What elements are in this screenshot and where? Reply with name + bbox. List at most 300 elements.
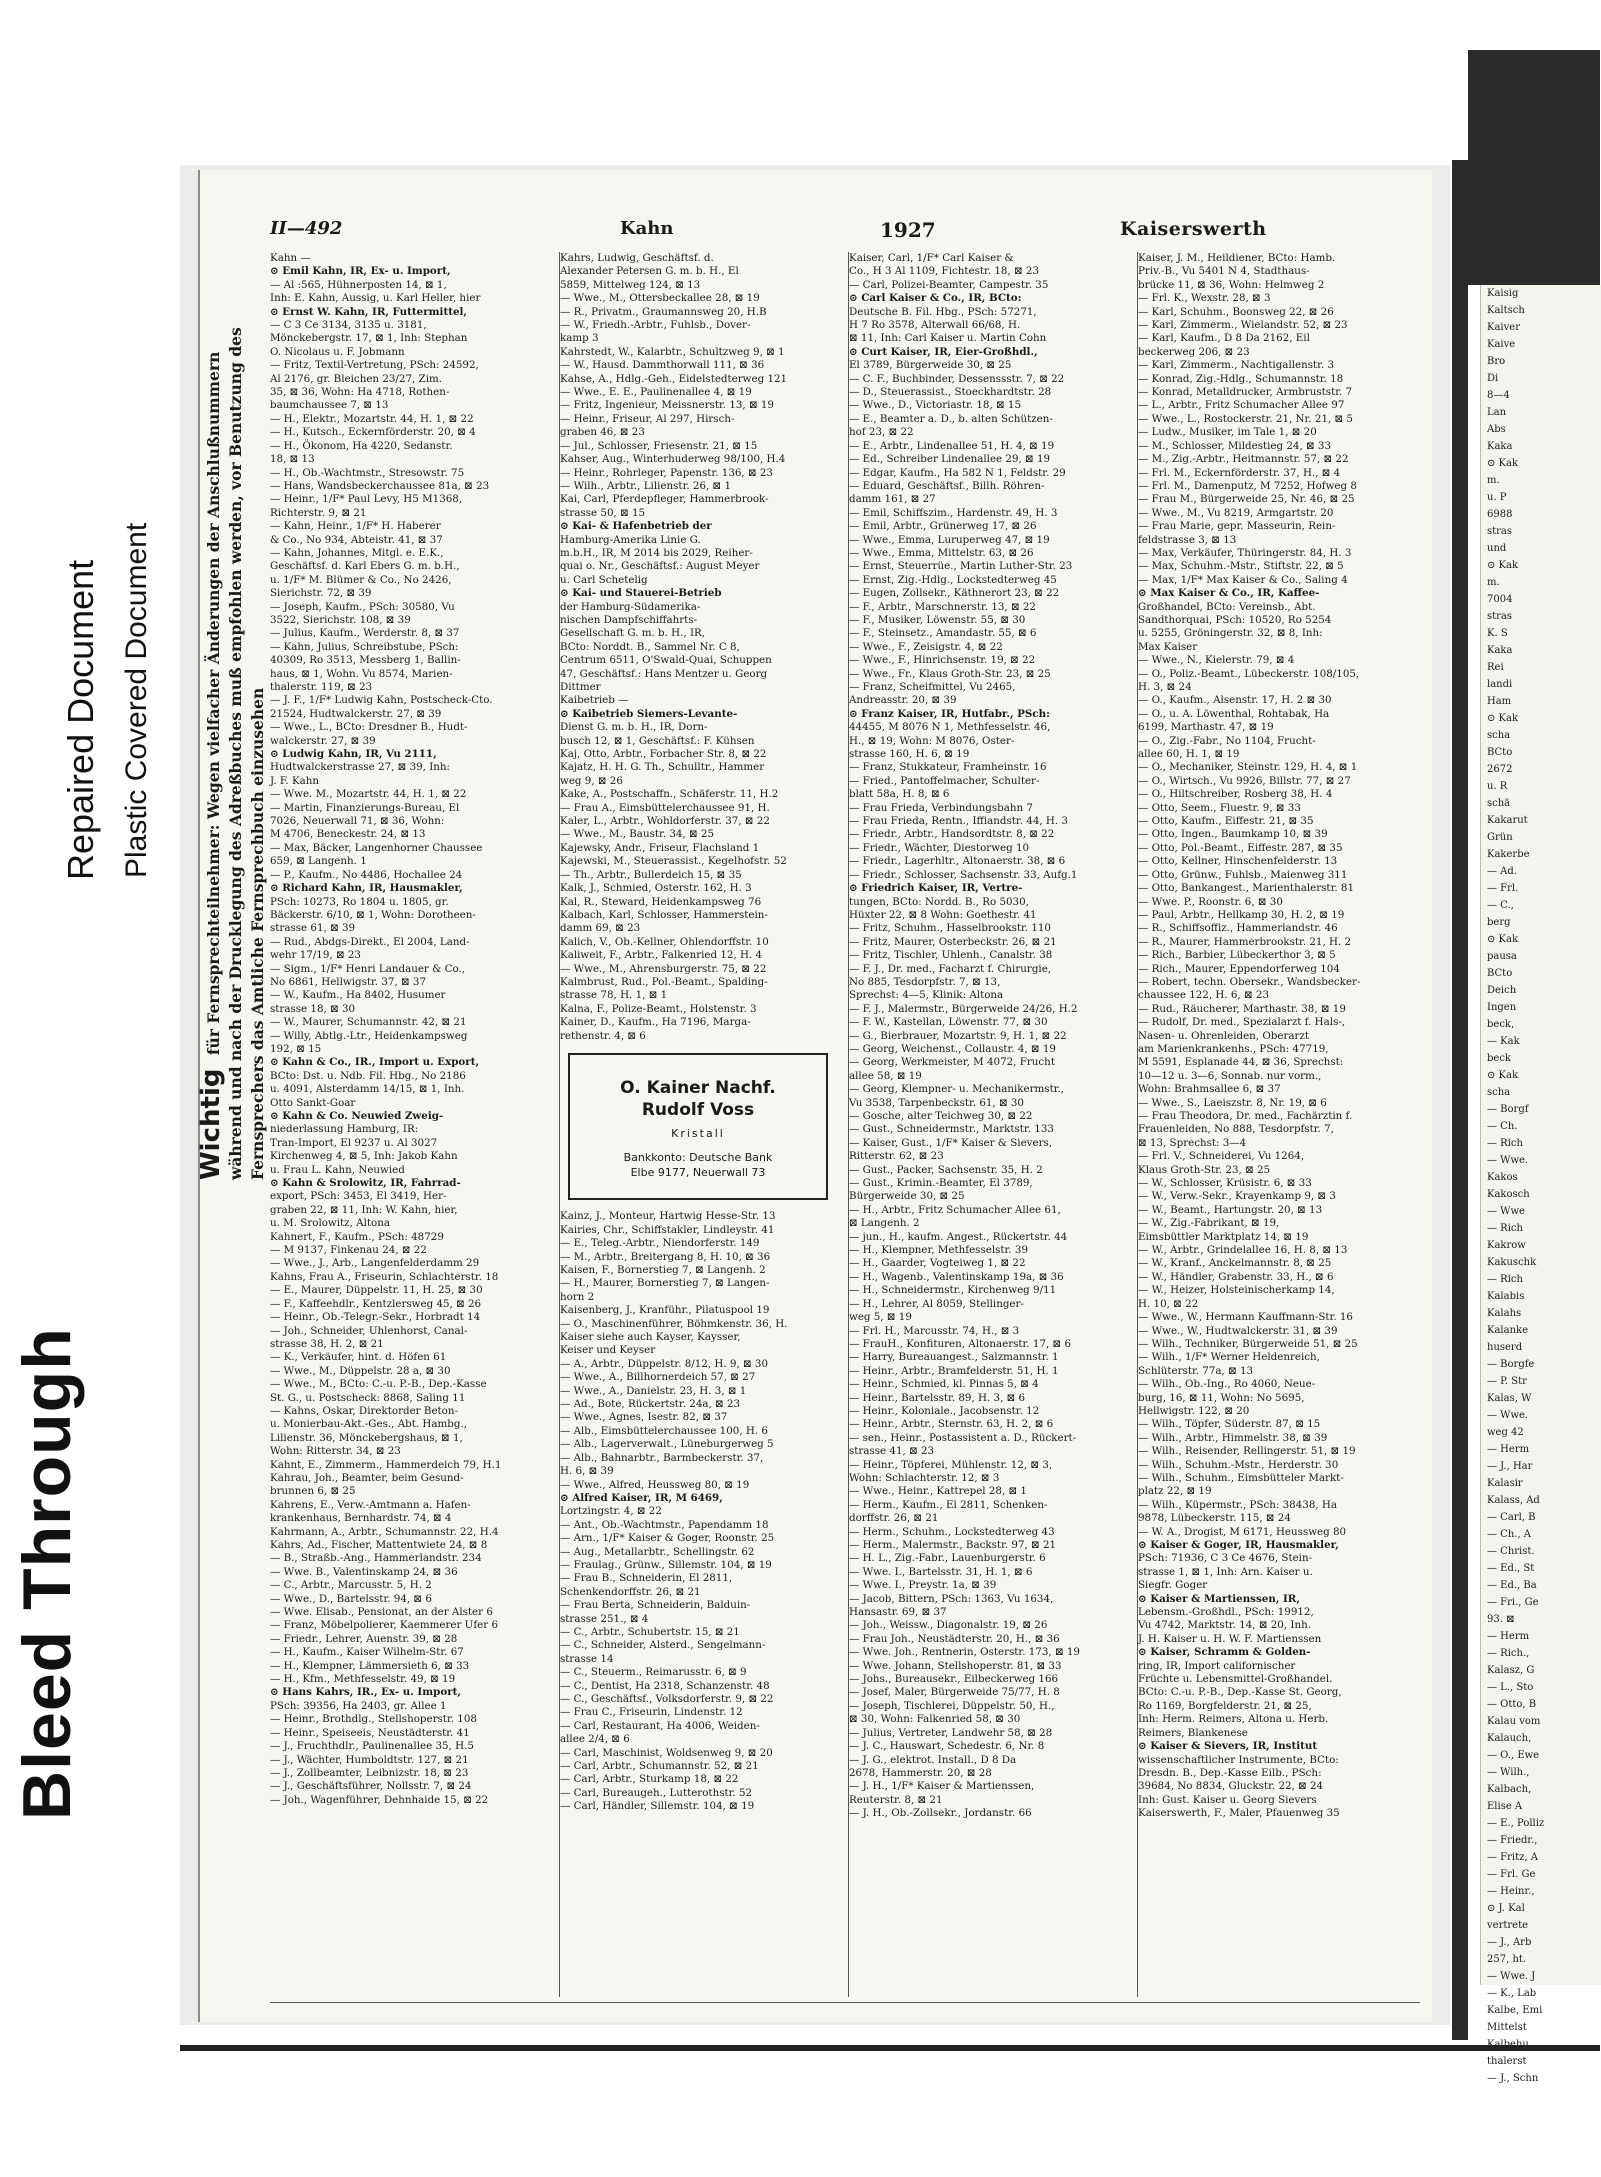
- directory-entry-line: Lilienstr. 36, Mönckebergshaus, ⊠ 1,: [270, 1431, 463, 1444]
- directory-entry-line: — Alb., Bahnarbtr., Barmbeckerstr. 37,: [560, 1451, 764, 1464]
- directory-entry-line: — Rudolf, Dr. med., Spezialarzt f. Hals-,: [1138, 1016, 1346, 1029]
- directory-entry-line: — O., Maschinenführer, Böhmkenstr. 36, H.: [560, 1317, 788, 1330]
- directory-entry-line: strasse 78, H. 1, ⊠ 1: [560, 989, 668, 1002]
- directory-entry-line: Wohn: Brahmsallee 6, ⊠ 37: [1138, 1083, 1281, 1096]
- directory-entry-line: H 7 Ro 3578, Alterwall 66/68, H.: [849, 319, 1021, 332]
- directory-entry-line: — R., Maurer, Hammerbrookstr. 21, H. 2: [1138, 935, 1352, 948]
- directory-entry-line: Kahse, A., Hdlg.-Geh., Eidelstedterweg 121: [560, 372, 788, 385]
- directory-entry-line: Kalmbrust, Rud., Pol.-Beamt., Spalding-: [560, 975, 768, 988]
- directory-entry-line: — J. C., Hauswart, Schedestr. 6, Nr. 8: [849, 1740, 1045, 1753]
- directory-entry-line: — J. G., elektrot. Install., D 8 Da: [849, 1753, 1017, 1766]
- directory-entry-line: Dienst G. m. b. H., IR, Dorn-: [560, 721, 708, 734]
- directory-entry-line: — Alb., Eimsbüttelerchaussee 100, H. 6: [560, 1424, 768, 1437]
- directory-entry-line: — E., Arbtr., Lindenallee 51, H. 4, ⊠ 19: [849, 439, 1055, 452]
- directory-entry-line: — Heinr.,: [1487, 1886, 1535, 1897]
- directory-entry-line: krankenhaus, Bernhardstr. 74, ⊠ 4: [270, 1512, 452, 1525]
- directory-entry-line: — H., Kutsch., Eckernförderstr. 20, ⊠ 4: [270, 426, 476, 439]
- directory-entry-line: strasse 41, ⊠ 23: [849, 1445, 935, 1458]
- directory-entry-line: — G., Bierbrauer, Mozartstr. 9, H. 1, ⊠ 22: [849, 1029, 1067, 1042]
- directory-entry-line: — C., Arbtr., Marcusstr. 5, H. 2: [270, 1579, 432, 1592]
- directory-entry-line: — C.,: [1487, 900, 1514, 911]
- directory-entry-line: — Ch., A: [1487, 1529, 1532, 1540]
- directory-entry-line: — Eduard, Geschäftsf., Billh. Röhren-: [849, 479, 1045, 492]
- directory-entry-line: BCto: Norddt. B., Sammel Nr. C 8,: [560, 640, 740, 653]
- directory-entry-line: Kaibetrieb —: [560, 694, 629, 707]
- directory-entry-line: — Herm., Kaufm., El 2811, Schenken-: [849, 1498, 1048, 1511]
- directory-entry-line: — Heinr., Schmied, kl. Pinnas 5, ⊠ 4: [849, 1378, 1039, 1391]
- directory-entry-line: ⊙ Kai- & Hafenbetrieb der: [560, 520, 712, 533]
- directory-entry-line: brunnen 6, ⊠ 25: [270, 1485, 356, 1498]
- directory-entry-line: Tran-Import, El 9237 u. Al 3027: [270, 1136, 438, 1149]
- directory-entry-line: Hudtwalckerstrasse 27, ⊠ 39, Inh:: [270, 761, 451, 774]
- directory-entry-line: — W., Maurer, Schumannstr. 42, ⊠ 21: [270, 1016, 467, 1029]
- directory-entry-line: stras: [1487, 611, 1513, 622]
- directory-entry-line: Kake, A., Postschaffn., Schäferstr. 11, H.2: [560, 788, 779, 801]
- directory-entry-line: — Arn., 1/F* Kaiser & Goger, Roonstr. 25: [560, 1532, 775, 1545]
- directory-entry-line: — Wwe. I., Preystr. 1a, ⊠ 39: [849, 1579, 997, 1592]
- directory-entry-line: — W., Arbtr., Grindelallee 16, H. 8, ⊠ 13: [1138, 1244, 1348, 1257]
- directory-entry-line: Dresdn. B., Dep.-Kasse Eilb., PSch:: [1138, 1766, 1322, 1779]
- directory-entry-line: Siegfr. Goger: [1138, 1579, 1208, 1592]
- directory-entry-line: Kaka: [1487, 645, 1513, 656]
- directory-entry-line: 3522, Sierichstr. 108, ⊠ 39: [270, 613, 411, 626]
- directory-entry-line: 10—12 u. 3—6, Sonnab. nur vorm.,: [1138, 1069, 1322, 1082]
- directory-entry-line: beck,: [1487, 1019, 1515, 1030]
- directory-entry-line: Kalich, V., Ob.-Kellner, Ohlendorffstr. 10: [560, 935, 769, 948]
- column-1: [270, 252, 546, 1997]
- directory-entry-line: am Marienkrankenhs., PSch: 47719,: [1138, 1042, 1329, 1055]
- directory-entry-line: — Franz, Möbelpolierer, Kaemmerer Ufer 6: [270, 1619, 499, 1632]
- directory-entry-line: — Wilh., Schuhm., Eimsbütteler Markt-: [1138, 1471, 1344, 1484]
- directory-entry-line: 47, Geschäftsf.: Hans Mentzer u. Georg: [560, 667, 768, 680]
- directory-entry-line: Alexander Petersen G. m. b. H., El: [560, 265, 739, 278]
- directory-entry-line: allee 58, ⊠ 19: [849, 1069, 922, 1082]
- directory-entry-line: — O., Wirtsch., Vu 9926, Billstr. 77, ⊠ 27: [1138, 774, 1351, 787]
- notice-headword: Wichtig: [196, 1068, 226, 1180]
- directory-entry-line: — Carl, Arbtr., Schumannstr. 52, ⊠ 21: [560, 1760, 759, 1773]
- bleed-through-label: Bleed Through: [9, 1327, 85, 1820]
- directory-entry-line: Kalau vom: [1487, 1716, 1541, 1727]
- directory-entry-line: 6199, Marthastr. 47, ⊠ 19: [1138, 721, 1274, 734]
- directory-entry-line: — Herm: [1487, 1631, 1530, 1642]
- directory-entry-line: — Friedr., Arbtr., Handsordtstr. 8, ⊠ 22: [849, 828, 1055, 841]
- directory-entry-line: — Ed., Schreiber Lindenallee 29, ⊠ 19: [849, 453, 1051, 466]
- directory-entry-line: Frauenleiden, No 888, Tesdorpfstr. 7,: [1138, 1123, 1334, 1136]
- directory-entry-line: ⊙ Max Kaiser & Co., IR, Kaffee-: [1138, 587, 1320, 600]
- directory-entry-line: Inh: Herm. Reimers, Altona u. Herb.: [1138, 1713, 1329, 1726]
- directory-entry-line: strasse 160, H. 6, ⊠ 19: [849, 748, 970, 761]
- directory-entry-line: — H., Ökonom, Ha 4220, Sedanstr.: [270, 439, 453, 452]
- directory-entry-line: Kalabis: [1487, 1291, 1525, 1302]
- directory-entry-line: u. 5255, Gröningerstr. 32, ⊠ 8, Inh:: [1138, 627, 1323, 640]
- directory-entry-line: Kaka: [1487, 441, 1513, 452]
- directory-entry-line: — Otto, Seem., Fluestr. 9, ⊠ 33: [1138, 801, 1301, 814]
- directory-entry-line: ⊙ Alfred Kaiser, IR, M 6469,: [560, 1491, 723, 1504]
- directory-entry-line: — Fried., Pantoffelmacher, Schulter-: [849, 774, 1040, 787]
- directory-entry-line: tungen, BCto: Nordd. B., Ro 5030,: [849, 895, 1029, 908]
- directory-entry-line: — Fri., Ge: [1487, 1597, 1539, 1608]
- directory-entry-line: Lan: [1487, 407, 1507, 418]
- directory-entry-line: No 6861, Hellwigstr. 37, ⊠ 37: [270, 975, 427, 988]
- directory-entry-line: — Aug., Metallarbtr., Schellingstr. 62: [560, 1545, 755, 1558]
- directory-entry-line: — A., Arbtr., Düppelstr. 8/12, H. 9, ⊠ 30: [560, 1357, 769, 1370]
- directory-entry-line: — Borgfe: [1487, 1359, 1535, 1370]
- directory-entry-line: blatt 58a, H. 8, ⊠ 6: [849, 788, 950, 801]
- directory-entry-line: ⊙ Kahn & Srolowitz, IR, Fahrrad-: [270, 1177, 461, 1190]
- directory-entry-line: — Carl, Händler, Sillemstr. 104, ⊠ 19: [560, 1800, 755, 1813]
- directory-entry-line: — Rich.,: [1487, 1648, 1530, 1659]
- directory-entry-line: — Otto, Kaufm., Eiffestr. 21, ⊠ 35: [1138, 815, 1314, 828]
- directory-entry-line: Kahrstedt, W., Kalarbtr., Schultzweg 9, ⊠ 1: [560, 345, 785, 358]
- directory-entry-line: ⊙ Kaibetrieb Siemers-Levante-: [560, 707, 738, 720]
- directory-entry-line: haus, ⊠ 1, Wohn. Vu 8574, Marien-: [270, 667, 453, 680]
- directory-entry-line: der Hamburg-Südamerika-: [560, 600, 701, 613]
- directory-entry-line: — Otto, Pol.-Beamt., Eiffestr. 287, ⊠ 35: [1138, 841, 1343, 854]
- directory-entry-line: — Wilh., Reisender, Rellingerstr. 51, ⊠ 19: [1138, 1445, 1356, 1458]
- directory-entry-line: scha: [1487, 730, 1511, 741]
- directory-entry-line: — M., Zig.-Arbtr., Heitmannstr. 57, ⊠ 22: [1138, 453, 1349, 466]
- directory-entry-line: Kaisig: [1487, 288, 1519, 299]
- directory-entry-line: — Al :565, Hühnerposten 14, ⊠ 1,: [270, 278, 447, 291]
- column-2: [559, 252, 836, 1997]
- directory-entry-line: landi: [1487, 679, 1513, 690]
- directory-entry-line: beck: [1487, 1053, 1511, 1064]
- directory-entry-line: — Heinr., Koloniale., Jacobsenstr. 12: [849, 1404, 1040, 1417]
- directory-entry-line: — E., Maurer, Düppelstr. 11, H. 25, ⊠ 30: [270, 1284, 483, 1297]
- directory-entry-line: allee 60, H. 1, ⊠ 19: [1138, 748, 1240, 761]
- directory-entry-line: Ham: [1487, 696, 1512, 707]
- directory-entry-line: Wohn: Schlachterstr. 12, ⊠ 3: [849, 1471, 1000, 1484]
- directory-entry-line: ⊠ Langenh. 2: [849, 1217, 920, 1230]
- directory-entry-line: — O., Zig.-Fabr., No 1104, Frucht-: [1138, 734, 1316, 747]
- directory-entry-line: — Frl. M., Eckernförderstr. 37, H., ⊠ 4: [1138, 466, 1341, 479]
- scan-bottom-edge: [180, 2045, 1600, 2051]
- directory-entry-line: — Frau Berta, Schneiderin, Balduin-: [560, 1599, 751, 1612]
- directory-entry-line: — Wwe., D., Bartelsstr. 94, ⊠ 6: [270, 1592, 432, 1605]
- directory-entry-line: — Alb., Lagerverwalt., Lüneburgerweg 5: [560, 1438, 774, 1451]
- directory-entry-line: export, PSch: 3453, El 3419, Her-: [270, 1190, 447, 1203]
- directory-entry-line: ⊙ Kak: [1487, 1070, 1519, 1081]
- directory-entry-line: — Wwe., J., Arb., Langenfelderdamm 29: [270, 1257, 480, 1270]
- directory-entry-line: Sprechst: 4—5, Klinik: Altona: [849, 989, 1004, 1002]
- directory-columns: [270, 252, 1420, 1997]
- directory-entry-line: m.: [1487, 475, 1500, 486]
- directory-entry-line: — Wwe. B., Valentinskamp 24, ⊠ 36: [270, 1565, 458, 1578]
- ad-bank-line: Bankkonto: Deutsche Bank: [623, 1151, 773, 1165]
- directory-entry-line: m.: [1487, 577, 1500, 588]
- directory-entry-line: kamp 3: [560, 332, 599, 345]
- directory-entry-line: PSch: 39356, Ha 2403, gr. Allee 1: [270, 1699, 447, 1712]
- directory-entry-line: Kainz, J., Monteur, Hartwig Hesse-Str. 13: [560, 1210, 776, 1223]
- directory-entry-line: — Friedr., Lagerhltr., Altonaerstr. 38, ⊠ 6: [849, 855, 1066, 868]
- directory-entry-line: Kaliweit, F., Arbtr., Falkenried 12, H. 4: [560, 949, 763, 962]
- directory-entry-line: H. 10, ⊠ 22: [1138, 1297, 1199, 1310]
- directory-entry-line: — Joseph, Kaufm., PSch: 30580, Vu: [270, 600, 455, 613]
- dark-border-top-right: [1468, 50, 1600, 285]
- directory-entry-line: — Frl. Ge: [1487, 1869, 1536, 1880]
- directory-entry-line: Kalasz, G: [1487, 1665, 1535, 1676]
- directory-entry-line: — Wwe., S., Laeiszstr. 8, Nr. 19, ⊠ 6: [1138, 1096, 1327, 1109]
- directory-entry-line: ⊙ Kaiser, Schramm & Golden-: [1138, 1646, 1311, 1659]
- directory-entry-line: — Fraulag., Grünw., Sillemstr. 104, ⊠ 19: [560, 1558, 772, 1571]
- directory-entry-line: — Heinr., Ob.-Telegr.-Sekr., Horbradt 14: [270, 1311, 481, 1324]
- directory-entry-line: — Max, 1/F* Max Kaiser & Co., Saling 4: [1138, 573, 1348, 586]
- ad-phone-line: Elbe 9177, Neuerwall 73: [630, 1166, 766, 1180]
- directory-entry-line: — F., Kaffeehdlr., Kentzlersweg 45, ⊠ 26: [270, 1297, 482, 1310]
- directory-entry-line: u. R: [1487, 781, 1508, 792]
- column-3: [848, 252, 1125, 1997]
- directory-entry-line: Kaiser, J. M., Heildiener, BCto: Hamb.: [1138, 252, 1336, 264]
- directory-entry-line: — J., Har: [1487, 1461, 1533, 1472]
- directory-entry-line: — Karl, Zimmerm., Wielandstr. 52, ⊠ 23: [1138, 319, 1348, 332]
- directory-entry-line: — Christ.: [1487, 1546, 1535, 1557]
- directory-entry-line: — J. F., 1/F* Ludwig Kahn, Postscheck-Cto.: [270, 694, 493, 707]
- directory-entry-line: — Wwe. J: [1487, 1971, 1536, 1982]
- directory-entry-line: Kaive: [1487, 339, 1516, 350]
- directory-entry-line: huserd: [1487, 1342, 1523, 1353]
- directory-entry-line: — Heinr., Töpferei, Mühlenstr. 12, ⊠ 3,: [849, 1458, 1053, 1471]
- directory-entry-line: — Carl, B: [1487, 1512, 1536, 1523]
- directory-entry-line: walckerstr. 27, ⊠ 39: [270, 734, 376, 747]
- directory-entry-line: — Wilh., Arbtr., Lilienstr. 26, ⊠ 1: [560, 479, 732, 492]
- directory-entry-line: ⊙ Curt Kaiser, IR, Eier-Großhdl.,: [849, 345, 1038, 358]
- directory-entry-line: — W., Beamt., Hartungstr. 20, ⊠ 13: [1138, 1203, 1323, 1216]
- directory-entry-line: Lortzingstr. 4, ⊠ 22: [560, 1505, 662, 1518]
- directory-entry-line: Kahrau, Joh., Beamter, beim Gesund-: [270, 1471, 464, 1484]
- directory-entry-line: — D., Steuerassist., Stoeckhardtstr. 28: [849, 386, 1052, 399]
- directory-entry-line: — F., Musiker, Löwenstr. 55, ⊠ 30: [849, 613, 1026, 626]
- directory-entry-line: BCto: [1487, 747, 1513, 758]
- directory-entry-line: chaussee 122, H. 6, ⊠ 23: [1138, 989, 1270, 1002]
- directory-entry-line: — H., Gaarder, Vogteiweg 1, ⊠ 22: [849, 1257, 1026, 1270]
- directory-entry-line: Kalbe, Emi: [1487, 2005, 1543, 2016]
- notice-text: für Fernsprechteilnehmer: Wegen vielfacher Änderungen der Anschlußnummern während und nach der Drucklegung des Adreßbuches muß empfohlen werden, vor Benutzung des Fernsprechers das Amtliche Fernsprechbuch einzusehen: [204, 327, 267, 1180]
- directory-entry-line: ⊙ Kaiser & Sievers, IR, Institut: [1138, 1740, 1318, 1753]
- directory-entry-line: — Georg, Werkmeister, M 4072, Frucht: [849, 1056, 1055, 1069]
- directory-entry-line: Hellwigstr. 122, ⊠ 20: [1138, 1404, 1250, 1417]
- directory-entry-line: 257, ht.: [1487, 1954, 1527, 1965]
- directory-entry-line: und: [1487, 543, 1507, 554]
- directory-entry-line: Großhandel, BCto: Vereinsb., Abt.: [1138, 600, 1316, 613]
- directory-entry-line: — Wwe., E. E., Paulinenallee 4, ⊠ 19: [560, 386, 752, 399]
- directory-entry-line: — Robert, techn. Obersekr., Wandsbecker-: [1138, 975, 1361, 988]
- directory-entry-line: — Herm., Schuhm., Lockstedterweg 43: [849, 1525, 1055, 1538]
- directory-entry-line: — Friedr.,: [1487, 1835, 1538, 1846]
- directory-entry-line: Klaus Groth-Str. 23, ⊠ 25: [1138, 1163, 1271, 1176]
- directory-entry-line: — Carl, Restaurant, Ha 4006, Weiden-: [560, 1719, 760, 1732]
- directory-entry-line: Mittelst: [1487, 2022, 1527, 2033]
- directory-entry-line: Otto Sankt-Goar: [270, 1096, 356, 1109]
- directory-entry-line: Kalauch,: [1487, 1733, 1532, 1744]
- directory-entry-line: — O., Poliz.-Beamt., Lübeckerstr. 108/105,: [1138, 667, 1360, 680]
- directory-entry-line: — H. L., Zig.-Fabr., Lauenburgerstr. 6: [849, 1552, 1046, 1565]
- directory-entry-line: Kirchenweg 4, ⊠ 5, Inh: Jakob Kahn: [270, 1150, 458, 1163]
- directory-entry-line: strasse 1, ⊠ 1, Inh: Arn. Kaiser u.: [1138, 1565, 1313, 1578]
- directory-entry-line: — Konrad, Metalldrucker, Armbruststr. 7: [1138, 386, 1353, 399]
- directory-entry-line: — P. Str: [1487, 1376, 1527, 1387]
- directory-entry-line: Priv.-B., Vu 5401 N 4, Stadthaus-: [1138, 265, 1310, 278]
- directory-entry-line: — Wwe. P., Roonstr. 6, ⊠ 30: [1138, 895, 1283, 908]
- directory-entry-line: — J., Fruchthdlr., Paulinenallee 35, H.5: [270, 1740, 474, 1753]
- directory-entry-line: — Wwe., Fr., Klaus Groth-Str. 23, ⊠ 25: [849, 667, 1051, 680]
- directory-entry-line: Kalass, Ad: [1487, 1495, 1540, 1506]
- directory-entry-line: — Gust., Packer, Sachsenstr. 35, H. 2: [849, 1163, 1043, 1176]
- directory-entry-line: — Gust., Krimin.-Beamter, El 3789,: [849, 1177, 1033, 1190]
- directory-entry-line: — Rud., Abdgs-Direkt., El 2004, Land-: [270, 935, 470, 948]
- directory-entry-line: — Fritz, Textil-Vertretung, PSch: 24592,: [270, 359, 479, 372]
- directory-entry-line: — R., Privatm., Graumannsweg 20, H.B: [560, 305, 767, 318]
- column-2-upper: [560, 252, 836, 1043]
- directory-entry-line: — H., Elektr., Mozartstr. 44, H. 1, ⊠ 22: [270, 412, 474, 425]
- directory-entry-line: — Carl, Bureaugeh., Lutterothstr. 52: [560, 1786, 753, 1799]
- directory-entry-line: — Otto, Kellner, Hinschenfelderstr. 13: [1138, 855, 1338, 868]
- directory-entry-line: vertrete: [1487, 1920, 1529, 1931]
- directory-entry-line: m.b.H., IR, M 2014 bis 2029, Reiher-: [560, 546, 753, 559]
- directory-entry-line: weg 5, ⊠ 19: [849, 1311, 912, 1324]
- directory-entry-line: ⊙ Ernst W. Kahn, IR, Futtermittel,: [270, 305, 468, 318]
- directory-entry-line: ⊙ Kak: [1487, 934, 1519, 945]
- directory-entry-line: — Wilh., Arbtr., Himmelstr. 38, ⊠ 39: [1138, 1431, 1328, 1444]
- directory-entry-line: Hamburg-Amerika Linie G.: [560, 533, 701, 546]
- directory-entry-line: Di: [1487, 373, 1499, 384]
- directory-entry-line: niederlassung Hamburg, IR:: [270, 1123, 419, 1136]
- directory-entry-line: — Fritz, Maurer, Osterbeckstr. 26, ⊠ 21: [849, 935, 1057, 948]
- directory-entry-line: — F., Steinsetz., Amandastr. 55, ⊠ 6: [849, 627, 1037, 640]
- directory-entry-line: — W., Zig.-Fabrikant, ⊠ 19,: [1138, 1217, 1280, 1230]
- directory-entry-line: 2678, Hammerstr. 20, ⊠ 28: [849, 1766, 992, 1779]
- directory-entry-line: — Frl. H., Marcusstr. 74, H., ⊠ 3: [849, 1324, 1020, 1337]
- directory-entry-line: — Ernst, Zig.-Hdlg., Lockstedterweg 45: [849, 573, 1057, 586]
- directory-entry-line: — Ad., Bote, Rückertstr. 24a, ⊠ 23: [560, 1398, 741, 1411]
- directory-entry-line: — Heinr., Friseur, Al 297, Hirsch-: [560, 412, 735, 425]
- directory-entry-line: Andreasstr. 20, ⊠ 39: [849, 694, 957, 707]
- directory-entry-line: Deich: [1487, 985, 1517, 996]
- directory-entry-line: — Max, Schuhm.-Mstr., Stiftstr. 22, ⊠ 5: [1138, 560, 1344, 573]
- directory-entry-line: — Wwe., M., Vu 8219, Armgartstr. 20: [1138, 506, 1334, 519]
- directory-entry-line: — Wwe.: [1487, 1155, 1529, 1166]
- directory-entry-line: BCto: [1487, 968, 1513, 979]
- directory-entry-line: strasse 18, ⊠ 30: [270, 1002, 356, 1015]
- directory-entry-line: J. F. Kahn: [270, 774, 320, 787]
- directory-entry-line: ⊙ Friedrich Kaiser, IR, Vertre-: [849, 882, 1023, 895]
- directory-entry-line: Eimsbüttler Marktplatz 14, ⊠ 19: [1138, 1230, 1309, 1243]
- directory-entry-line: — H., Ob.-Wachtmstr., Stresowstr. 75: [270, 466, 465, 479]
- directory-entry-line: u. Carl Schetelig: [560, 573, 648, 586]
- directory-entry-line: — Franz, Stukkateur, Framheinstr. 16: [849, 761, 1047, 774]
- directory-entry-line: Kahnert, F., Kaufm., PSch: 48729: [270, 1230, 444, 1243]
- footer-rule: [270, 2002, 1420, 2003]
- directory-entry-line: Kahrs, Ad., Fischer, Mattentwiete 24, ⊠ 8: [270, 1539, 488, 1551]
- directory-entry-line: — Ch.: [1487, 1121, 1518, 1132]
- directory-entry-line: 659, ⊠ Langenh. 1: [270, 855, 367, 868]
- directory-entry-line: Mönckebergstr. 17, ⊠ 1, Inh: Stephan: [270, 332, 468, 345]
- directory-entry-line: — Wwe. Johann, Stellshoperstr. 81, ⊠ 33: [849, 1659, 1062, 1672]
- directory-entry-line: — Wwe., A., Billhornerdeich 57, ⊠ 27: [560, 1371, 756, 1384]
- directory-entry-line: — O., Ewe: [1487, 1750, 1540, 1761]
- directory-entry-line: — Wilh., Techniker, Bürgerweide 51, ⊠ 25: [1138, 1337, 1358, 1350]
- directory-entry-line: — Wwe., L., BCto: Dresdner B., Hudt-: [270, 721, 468, 734]
- directory-entry-line: — Sigm., 1/F* Henri Landauer & Co.,: [270, 962, 466, 975]
- directory-entry-line: — Wwe., F., Zeisigstr. 4, ⊠ 22: [849, 640, 1003, 653]
- ad-title-line-2: Rudolf Voss: [641, 1099, 755, 1120]
- directory-entry-line: — Rich: [1487, 1138, 1523, 1149]
- directory-entry-line: BCto: C.-u. P.-B., Dep.-Kasse St. Georg,: [1138, 1686, 1342, 1699]
- directory-entry-line: 7026, Neuerwall 71, ⊠ 36, Wohn:: [270, 815, 445, 828]
- directory-entry-line: Deutsche B. Fil. Hbg., PSch: 57271,: [849, 305, 1037, 318]
- directory-entry-line: — W., Heizer, Holsteinischerkamp 14,: [1138, 1284, 1335, 1297]
- directory-entry-line: — Frl.: [1487, 883, 1519, 894]
- directory-entry-line: feldstrasse 3, ⊠ 13: [1138, 533, 1237, 546]
- directory-entry-line: Kalahs: [1487, 1308, 1522, 1319]
- directory-entry-line: strasse 14: [560, 1652, 614, 1665]
- directory-entry-line: — Karl, Zimmerm., Nachtigallenstr. 3: [1138, 359, 1335, 372]
- directory-entry-line: rethenstr. 4, ⊠ 6: [560, 1029, 646, 1042]
- directory-entry-line: 40309, Ro 3513, Messberg 1, Ballin-: [270, 654, 461, 667]
- directory-entry-line: ⊙ Kai- und Stauerei-Betrieb: [560, 587, 722, 600]
- directory-entry-line: Kahn —: [270, 252, 311, 264]
- directory-entry-line: — Fritz, Tischler, Uhlenh., Canalstr. 38: [849, 949, 1053, 962]
- directory-entry-line: — L., Sto: [1487, 1682, 1534, 1693]
- directory-entry-line: — W., Hausd. Dammthorwall 111, ⊠ 36: [560, 359, 765, 372]
- directory-entry-line: u. P: [1487, 492, 1507, 503]
- directory-entry-line: — Frau Frieda, Rentn., Iffiandstr. 44, H. 3: [849, 815, 1068, 828]
- directory-entry-line: nischen Dampfschiffahrts-: [560, 613, 698, 626]
- directory-entry-line: brücke 11, ⊠ 36, Wohn: Helmweg 2: [1138, 278, 1325, 291]
- directory-entry-line: — Josef, Maler, Bürgerweide 75/77, H. 8: [849, 1686, 1060, 1699]
- directory-entry-line: — F. J., Dr. med., Facharzt f. Chirurgie,: [849, 962, 1052, 975]
- directory-entry-line: Bäckerstr. 6/10, ⊠ 1, Wohn: Dorotheen-: [270, 908, 476, 921]
- directory-entry-line: dorffstr. 26, ⊠ 21: [849, 1512, 939, 1525]
- advertisement-box: [568, 1053, 828, 1200]
- directory-entry-line: — C., Arbtr., Schubertstr. 15, ⊠ 21: [560, 1625, 740, 1638]
- directory-entry-line: — Wwe. Joh., Rentnerin, Osterstr. 173, ⊠ 19: [849, 1646, 1080, 1659]
- directory-entry-line: Kaler, L., Arbtr., Wohldorferstr. 37, ⊠ 22: [560, 815, 770, 828]
- directory-entry-line: wehr 17/19, ⊠ 23: [270, 949, 361, 962]
- directory-entry-line: strasse 251., ⊠ 4: [560, 1612, 649, 1625]
- directory-entry-line: — Heinr., 1/F* Paul Levy, H5 M1368,: [270, 493, 463, 506]
- directory-entry-line: strasse 61, ⊠ 39: [270, 922, 356, 935]
- directory-entry-line: Kahrens, E., Verw.-Amtmann a. Hafen-: [270, 1498, 471, 1511]
- directory-entry-line: Kakrow: [1487, 1240, 1526, 1251]
- directory-entry-line: ⊙ Kaiser & Martienssen, IR,: [1138, 1592, 1300, 1605]
- directory-entry-line: — Jacob, Bittern, PSch: 1363, Vu 1634,: [849, 1592, 1054, 1605]
- last-name-heading: Kaiserswerth: [1120, 218, 1267, 240]
- directory-entry-line: — C., Dentist, Ha 2318, Schanzenstr. 48: [560, 1679, 770, 1692]
- column-2-lower: [560, 1210, 836, 1813]
- directory-entry-line: 192, ⊠ 15: [270, 1042, 322, 1055]
- directory-entry-line: Grün: [1487, 832, 1513, 843]
- directory-entry-line: — H., Kaufm., Kaiser Wilhelm-Str. 67: [270, 1646, 464, 1659]
- directory-entry-line: strasse 38, H. 2, ⊠ 21: [270, 1337, 384, 1350]
- directory-entry-line: — C 3 Ce 3134, 3135 u. 3181,: [270, 319, 427, 332]
- directory-entry-line: — Wwe: [1487, 1206, 1525, 1217]
- directory-entry-line: Dittmer: [560, 681, 601, 693]
- directory-entry-line: H., ⊠ 19, Wohn: M 8076, Oster-: [849, 734, 1015, 747]
- directory-entry-line: — J. H., 1/F* Kaiser & Martienssen,: [849, 1780, 1035, 1793]
- directory-entry-line: scha: [1487, 1087, 1511, 1098]
- directory-entry-line: Kaisen, F., Bornerstieg 7, ⊠ Langenh. 2: [560, 1264, 766, 1276]
- directory-entry-line: ⊙ Ludwig Kahn, IR, Vu 2111,: [270, 748, 437, 761]
- directory-entry-line: — Wwe., M., Ottersbeckallee 28, ⊠ 19: [560, 292, 760, 305]
- directory-entry-line: — Borgf: [1487, 1104, 1529, 1115]
- directory-entry-line: 39684, No 8834, Gluckstr. 22, ⊠ 24: [1138, 1780, 1324, 1793]
- directory-entry-line: ⊠ 11, Inh: Carl Kaiser u. Martin Cohn: [849, 332, 1047, 345]
- directory-entry-line: — J. H., Ob.-Zollsekr., Jordanstr. 66: [849, 1807, 1032, 1820]
- directory-entry-line: Kalna, F., Polize-Beamt., Holstenstr. 3: [560, 1002, 757, 1015]
- directory-entry-line: — H., Klempner, Methfesselstr. 39: [849, 1244, 1028, 1257]
- directory-entry-line: — Wwe., Emma, Mittelstr. 63, ⊠ 26: [849, 546, 1034, 559]
- directory-entry-line: — J., Geschäftsführer, Nollsstr. 7, ⊠ 24: [270, 1780, 472, 1793]
